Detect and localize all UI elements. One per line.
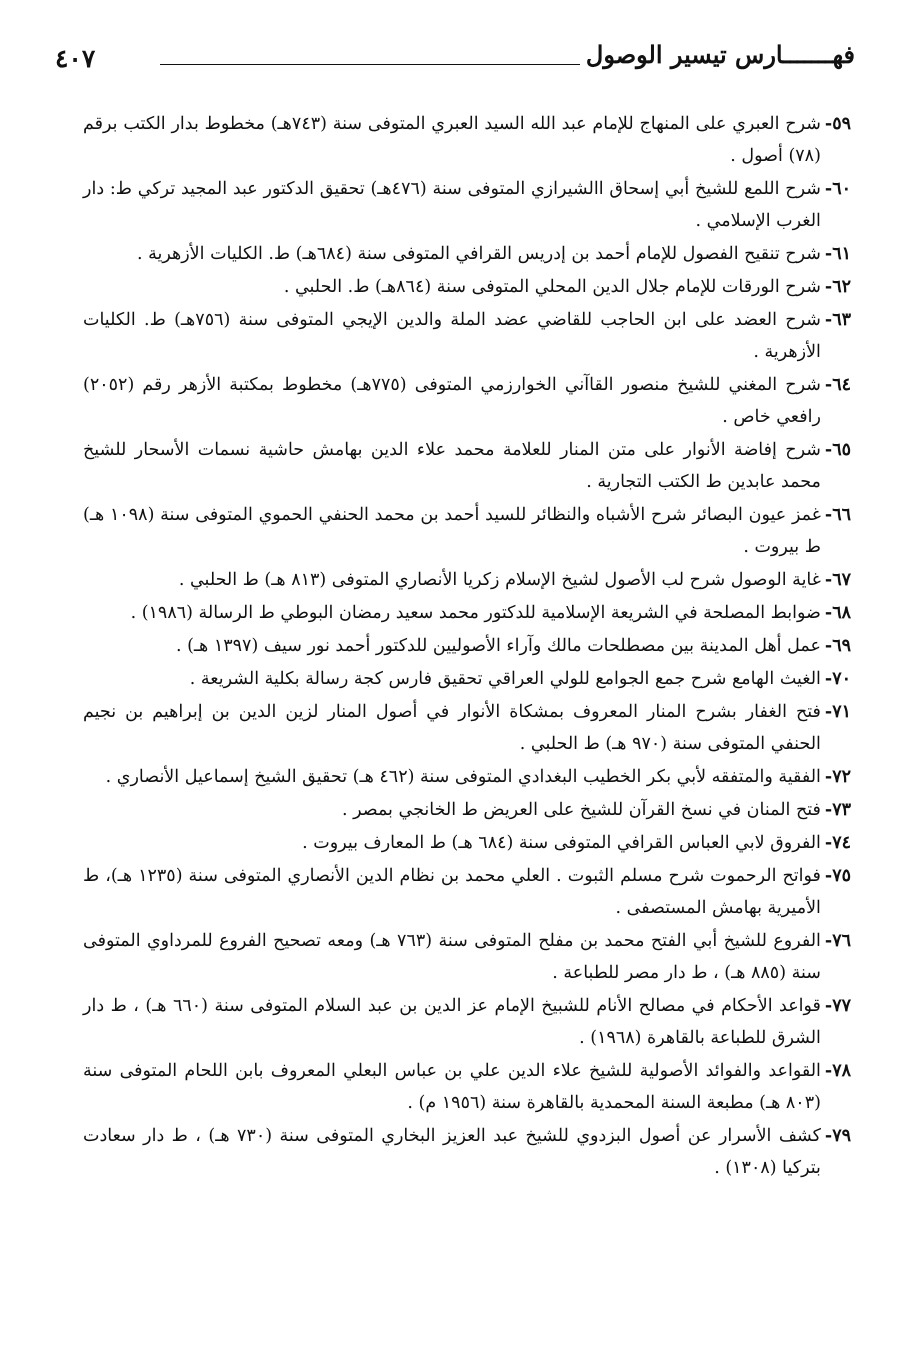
page-number: ٤٠٧ [55,44,96,73]
entry-text: الفقية والمتفقه لأبي بكر الخطيب البغدادي المتوفى سنة (٤٦٢ هـ) تحقيق الشيخ إسماعيل الأنصاري . [105,767,821,787]
entry-number: ٦٠- [824,179,851,199]
bibliography-entry [83,499,851,563]
entry-number: ٦٧- [824,570,851,590]
entry-number: ٧٣- [824,800,851,820]
entry-number: ٦٩- [824,636,851,656]
entry-number: ٧٠- [824,669,851,689]
entry-text: فتح الغفار بشرح المنار المعروف بمشكاة الأنوار في أصول المنار لزين الدين بن إبراهيم بن نجيم الحنفي المتوفى سنة (٩٧٠ هـ) ط الحلبي . [83,702,821,754]
entry-text: قواعد الأحكام في مصالح الأنام للشبيخ الإمام عز الدين بن عبد السلام المتوفى سنة (٦٦٠ هـ) ، ط دار الشرق للطباعة بالقاهرة (١٩٦٨) . [83,996,821,1048]
entry-text: غاية الوصول شرح لب الأصول لشيخ الإسلام زكريا الأنصاري المتوفى (٨١٣ هـ) ط الحلبي . [178,570,821,590]
bibliography-entry [83,369,851,433]
entry-number: ٥٩- [824,114,851,134]
bibliography-entry [83,434,851,498]
entry-number: ٧٢- [824,767,851,787]
entry-text: القواعد والفوائد الأصولية للشيخ علاء الدين علي بن عباس البعلي المعروف بابن اللحام المتوفى سنة (٨٠٣ هـ) مطبعة السنة المحمدية بالقاهرة سنة (١٩٥٦ م) . [83,1061,821,1113]
bibliography-list [83,108,851,1185]
bibliography-entry [83,108,851,172]
header-rule [160,64,580,65]
entry-number: ٧١- [824,702,851,722]
entry-text: فتح المنان في نسخ القرآن للشيخ على العريض ط الخانجي بمصر . [341,800,821,820]
bibliography-entry [83,761,851,793]
bibliography-entry [83,304,851,368]
entry-text: الفروق لابي العباس القرافي المتوفى سنة (٦٨٤ هـ) ط المعارف بيروت . [302,833,821,853]
entry-text: عمل أهل المدينة بين مصطلحات مالك وآراء الأصوليين للدكتور أحمد نور سيف (١٣٩٧ هـ) . [175,636,821,656]
bibliography-entry [83,827,851,859]
entry-number: ٧٦- [824,931,851,951]
bibliography-entry [83,238,851,270]
entry-text: شرح تنقيح الفصول للإمام أحمد بن إدريس القرافي المتوفى سنة (٦٨٤هـ) ط. الكليات الأزهرية . [136,244,821,264]
bibliography-entry [83,696,851,760]
bibliography-entry [83,564,851,596]
entry-text: شرح إفاضة الأنوار على متن المنار للعلامة محمد علاء الدين بهامش حاشية نسمات الأسحار للشيخ محمد عابدين ط الكتب التجارية . [83,440,821,492]
entry-number: ٦٥- [824,440,851,460]
entry-text: الفروع للشيخ أبي الفتح محمد بن مفلح المتوفى سنة (٧٦٣ هـ) ومعه تصحيح الفروع للمرداوي المتوفى سنة (٨٨٥ هـ) ، ط دار مصر للطباعة . [83,931,821,983]
bibliography-entry [83,630,851,662]
entry-text: شرح الورقات للإمام جلال الدين المحلي المتوفى سنة (٨٦٤هـ) ط. الحلبي . [283,277,821,297]
bibliography-entry [83,925,851,989]
running-title: فهـــــــارس تيسير الوصول [585,40,855,69]
entry-number: ٦٢- [824,277,851,297]
entry-text: كشف الأسرار عن أصول البزدوي للشيخ عبد العزيز البخاري المتوفى سنة (٧٣٠ هـ) ، ط دار سعادت بتركيا (١٣٠٨) . [83,1126,821,1178]
entry-text: غمز عيون البصائر شرح الأشباه والنظائر للسيد أحمد بن محمد الحنفي الحموي المتوفى سنة (١٠٩٨ هـ) ط بيروت . [83,505,821,557]
entry-number: ٧٨- [824,1061,851,1081]
entry-number: ٦١- [824,244,851,264]
bibliography-entry [83,990,851,1054]
page-header [55,38,855,78]
entry-text: شرح العضد على ابن الحاجب للقاضي عضد الملة والدين الإيجي المتوفى سنة (٧٥٦هـ) ط. الكليات الأزهرية . [83,310,821,362]
entry-text: فواتح الرحموت شرح مسلم الثبوت . العلي محمد بن نظام الدين الأنصاري المتوفى سنة (١٢٣٥ هـ)، ط الأميرية بهامش المستصفى . [83,866,821,918]
entry-number: ٦٣- [824,310,851,330]
entry-number: ٧٧- [824,996,851,1016]
entry-number: ٧٥- [824,866,851,886]
bibliography-entry [83,597,851,629]
entry-number: ٧٩- [824,1126,851,1146]
entry-number: ٦٦- [824,505,851,525]
entry-text: ضوابط المصلحة في الشريعة الإسلامية للدكتور محمد سعيد رمضان البوطي ط الرسالة (١٩٨٦) . [130,603,821,623]
bibliography-entry [83,794,851,826]
bibliography-entry [83,663,851,695]
bibliography-entry [83,860,851,924]
entry-number: ٦٨- [824,603,851,623]
entry-text: شرح العبري على المنهاج للإمام عبد الله السيد العبري المتوفى سنة (٧٤٣هـ) مخطوط بدار الكتب برقم (٧٨) أصول . [83,114,821,166]
entry-text: شرح المغني للشيخ منصور القاآني الخوارزمي المتوفى (٧٧٥هـ) مخطوط بمكتبة الأزهر رقم (٢٠٥٢) رافعي خاص . [83,375,821,427]
bibliography-entry [83,1120,851,1184]
bibliography-entry [83,173,851,237]
entry-number: ٦٤- [824,375,851,395]
entry-text: الغيث الهامع شرح جمع الجوامع للولي العراقي تحقيق فارس كجة رسالة بكلية الشريعة . [189,669,821,689]
entry-text: شرح اللمع للشيخ أبي إسحاق االشيرازي المتوفى سنة (٤٧٦هـ) تحقيق الدكتور عبد المجيد تركي ط: دار الغرب الإسلامي . [83,179,821,231]
bibliography-entry [83,271,851,303]
entry-number: ٧٤- [824,833,851,853]
bibliography-entry [83,1055,851,1119]
